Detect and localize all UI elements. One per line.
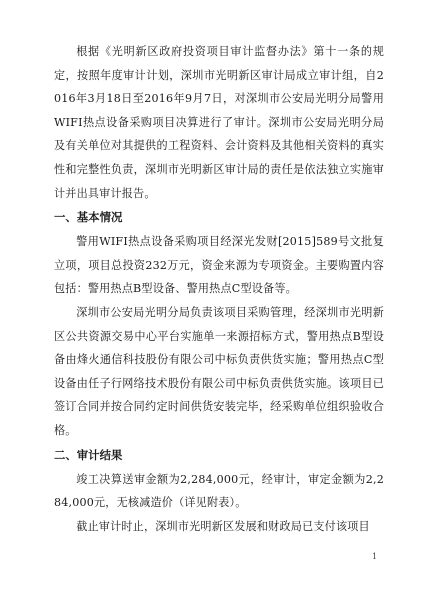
procurement-paragraph: 深圳市公安局光明分局负责该项目采购管理，经深圳市光明新区公共资源交易中心平台实施单一来源招标方式，警用热点B型设备由烽火通信科技股份有限公司中标负责供货实施；警用热点C型设备由任子行网络技术股份有限公司中标负责供货实施。该项目已签订合同并按合同约定时间供货安装完毕，经采购单位组织验收合格。 <box>54 305 384 437</box>
page-number: 1 <box>372 552 378 561</box>
section-heading-basic-info: 一、基本情况 <box>54 210 123 225</box>
payment-status-paragraph: 截止审计时止，深圳市光明新区发展和财政局已支付该项目 <box>76 519 370 533</box>
project-approval-paragraph: 警用WIFI热点设备采购项目经深光发财[2015]589号文批复立项，项目总投资232万元，资金来源为专项资金。主要购置内容包括：警用热点B型设备、警用热点C型设备等。 <box>54 235 384 296</box>
audit-amount-paragraph: 竣工决算送审金额为2,284,000元，经审计，审定金额为2,284,000元，无核减造价（详见附表）。 <box>54 472 384 510</box>
section-heading-audit-results: 二、审计结果 <box>54 447 123 462</box>
intro-paragraph: 根据《光明新区政府投资项目审计监督办法》第十一条的规定，按照年度审计计划，深圳市光明新区审计局成立审计组，自2016年3月18日至2016年9月7日，对深圳市公安局光明分局警用WIFI热点设备采购项目决算进行了审计。深圳市公安局光明分局及有关单位对其提供的工程资料、会计资料及其他相关资料的真实性和完整性负责，深圳市光明新区审计局的责任是依法独立实施审计并出具审计报告。 <box>54 45 384 200</box>
